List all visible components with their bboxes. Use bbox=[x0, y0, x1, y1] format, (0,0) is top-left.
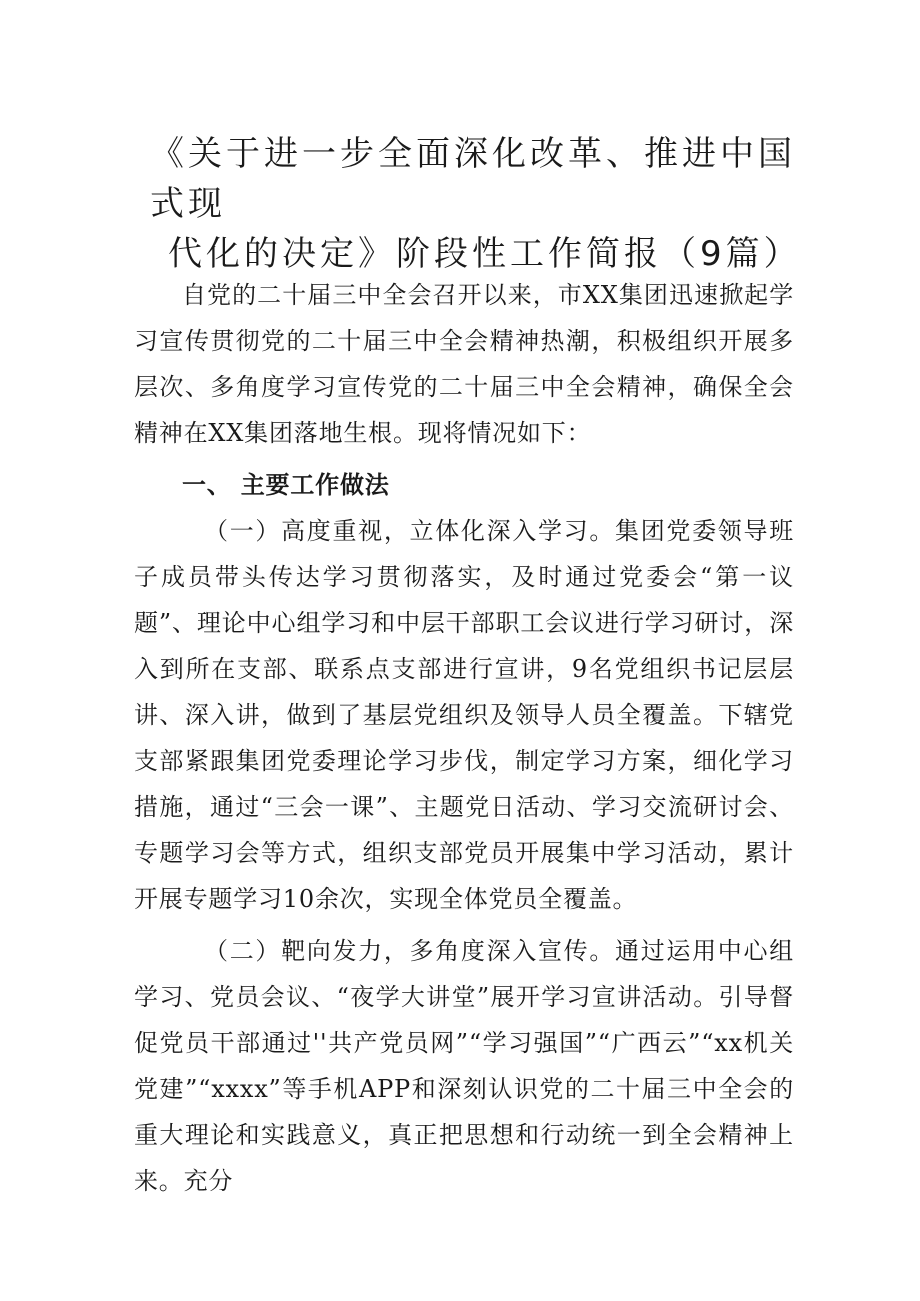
title-line-1: 《关于进一步全面深化改革、推进中国式现 bbox=[150, 133, 796, 224]
document-body bbox=[134, 272, 794, 1204]
title-line-2: 代化的决定》阶段性工作简报（9篇） bbox=[168, 233, 802, 274]
intro-paragraph: 自党的二十届三中全会召开以来，市XX集团迅速掀起学习宣传贯彻党的二十届三中全会精神热潮，积极组织开展多层次、多角度学习宣传党的二十届三中全会精神，确保全会精神在XX集团落地生根。现将情况如下： bbox=[134, 281, 794, 447]
document-title bbox=[150, 129, 810, 279]
section-heading: 一、 主要工作做法 bbox=[182, 471, 390, 499]
paragraph-1: （一）高度重视，立体化深入学习。集团党委领导班子成员带头传达学习贯彻落实，及时通过党委会“第一议题”、理论中心组学习和中层干部职工会议进行学习研讨，深入到所在支部、联系点支部进行宣讲，9名党组织书记层层讲、深入讲，做到了基层党组织及领导人员全覆盖。下辖党支部紧跟集团党委理论学习步伐，制定学习方案，细化学习措施，通过“三会一课”、主题党日活动、学习交流研讨会、专题学习会等方式，组织支部党员开展集中学习活动，累计开展专题学习10余次，实现全体党员全覆盖。 bbox=[134, 517, 794, 913]
paragraph-2: （二）靶向发力，多角度深入宣传。通过运用中心组学习、党员会议、“夜学大讲堂”展开学习宣讲活动。引导督促党员干部通过''共产党员网”“学习强国”“广西云”“xx机关党建”“xxxx”等手机APP和深刻认识党的二十届三中全会的重大理论和实践意义，真正把思想和行动统一到全会精神上来。充分 bbox=[134, 937, 794, 1195]
